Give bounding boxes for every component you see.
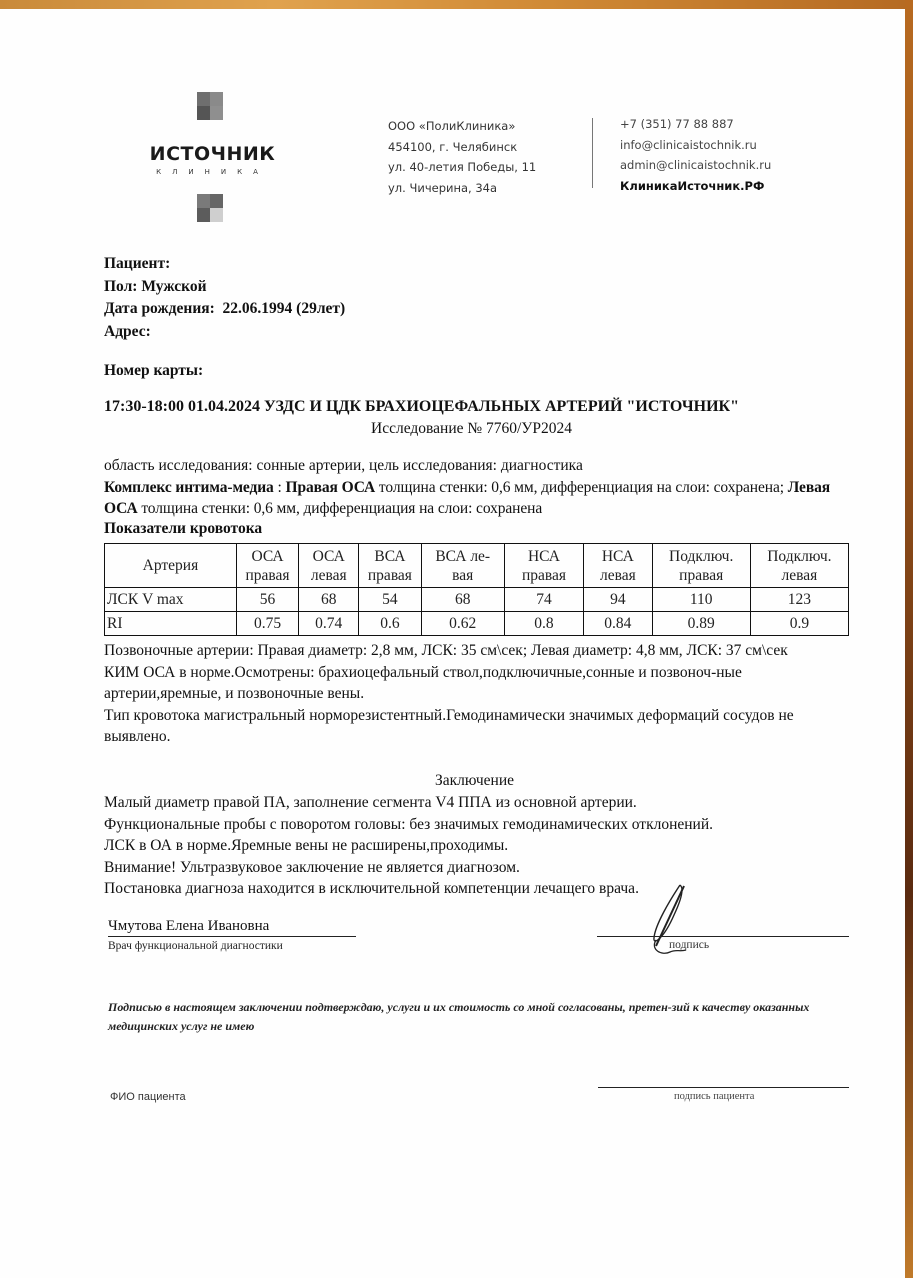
table-header-row — [105, 544, 849, 588]
doctor-role: Врач функциональной диагностики — [108, 940, 283, 952]
study-number: Исследование № 7760/УР2024 — [371, 420, 572, 437]
study-title: 17:30-18:00 01.04.2024 УЗДС И ЦДК БРАХИОЦЕФАЛЬНЫХ АРТЕРИЙ "ИСТОЧНИК" — [104, 398, 740, 415]
photo-edge-top — [0, 0, 913, 9]
logo-subtitle: КЛИНИКА — [156, 168, 269, 176]
header-divider — [592, 118, 593, 188]
study-description — [104, 455, 849, 537]
header-cell: ВСА ле- вая — [421, 544, 504, 588]
doctor-signature-line — [597, 936, 849, 951]
logo-square-icon — [197, 92, 223, 120]
table-cell: 0.74 — [299, 612, 359, 636]
conclusion-text — [104, 792, 849, 900]
vertebral-arteries: Позвоночные артерии: Правая диаметр: 2,8 мм, ЛСК: 35 см\сек; Левая диаметр: 4,8 мм, ЛСК: 37 см\сек — [104, 642, 788, 659]
header-cell: НСА правая — [504, 544, 583, 588]
conclusion-line: ЛСК в ОА в норме.Яремные вены не расширены,проходимы. — [104, 837, 509, 854]
conclusion-line: Малый диаметр правой ПА, заполнение сегмента V4 ППА из основной артерии. — [104, 794, 637, 811]
org-street-1: ул. 40-летия Победы, 11 — [388, 160, 537, 174]
patient-card-label: Номер карты: — [104, 362, 204, 379]
header-cell: Подключ. левая — [750, 544, 848, 588]
conclusion-line: Внимание! Ультразвуковое заключение не является диагнозом. — [104, 858, 520, 876]
contacts-block — [620, 114, 771, 196]
header-cell: ОСА левая — [299, 544, 359, 588]
doctor-block — [108, 918, 356, 952]
handwritten-signature-icon — [640, 880, 710, 960]
study-area: область исследования: сонные артерии, цель исследования: диагностика — [104, 457, 583, 474]
findings — [104, 640, 849, 748]
table-cell: 74 — [504, 588, 583, 612]
patient-signature-line — [598, 1087, 849, 1102]
blood-flow-table — [104, 543, 849, 636]
patient-info — [104, 253, 345, 383]
conclusion-heading: Заключение — [434, 772, 515, 789]
table-cell: 0.9 — [750, 612, 848, 636]
patient-dob: Дата рождения: 22.06.1994 (29лет) — [104, 300, 346, 317]
email-admin: admin@clinicaistochnik.ru — [620, 158, 772, 172]
table-cell: 0.89 — [652, 612, 750, 636]
table-cell: 68 — [421, 588, 504, 612]
conclusion-line: Функциональные пробы с поворотом головы: без значимых гемодинамических отклонений. — [104, 815, 714, 833]
org-city: 454100, г. Челябинск — [388, 139, 518, 154]
doctor-name: Чмутова Елена Ивановна — [108, 918, 356, 937]
table-cell: 56 — [236, 588, 298, 612]
conclusion-line: Постановка диагноза находится в исключительной компетенции лечащего врача. — [104, 880, 639, 897]
table-cell: 54 — [359, 588, 421, 612]
consent-text: Подписью в настоящем заключении подтверждаю, услуги и их стоимость со мной согласованы, претен-зий к качеству оказанных медицинских услуг не имею — [108, 1000, 810, 1033]
table-row — [105, 588, 849, 612]
table-cell: 0.8 — [504, 612, 583, 636]
org-name: ООО «ПолиКлиника» — [388, 119, 516, 133]
header-cell: ОСА правая — [236, 544, 298, 588]
patient-sex: Пол: Мужской — [104, 277, 207, 295]
signature-caption: подпись — [669, 939, 710, 951]
patient-signature-caption: подпись пациента — [674, 1091, 755, 1102]
phone: +7 (351) 77 88 887 — [620, 117, 734, 131]
header-cell: Подключ. правая — [652, 544, 750, 588]
website: КлиникаИсточник.РФ — [620, 178, 765, 193]
table-cell: 68 — [299, 588, 359, 612]
table-cell: 0.62 — [421, 612, 504, 636]
patient-fio-label: ФИО пациента — [110, 1091, 186, 1103]
org-address-block — [388, 116, 536, 198]
table-cell: 0.75 — [236, 612, 298, 636]
logo-square-icon — [197, 194, 223, 222]
header-cell: Артерия — [105, 544, 237, 588]
flow-heading: Показатели кровотока — [104, 519, 263, 537]
header-cell: НСА левая — [584, 544, 653, 588]
table-cell: 0.6 — [359, 612, 421, 636]
table-cell: 94 — [584, 588, 653, 612]
org-street-2: ул. Чичерина, 34а — [388, 180, 498, 195]
patient-name-label: Пациент: — [104, 255, 171, 272]
table-cell: 0.84 — [584, 612, 653, 636]
photo-edge-right — [905, 0, 913, 1278]
patient-address-label: Адрес: — [104, 322, 151, 340]
kim-findings: КИМ ОСА в норме.Осмотрены: брахиоцефальный ствол,подключичные,сонные и позвоноч-ные артерии,яремные, и позвоночные вены. — [104, 663, 742, 702]
logo-name: ИСТОЧНИК — [149, 143, 276, 165]
email-info: info@clinicaistochnik.ru — [620, 137, 757, 152]
table-cell: 110 — [652, 588, 750, 612]
header-cell: ВСА правая — [359, 544, 421, 588]
row-label: ЛСК V max — [105, 588, 237, 612]
flow-type: Тип кровотока магистральный норморезистентный.Гемодинамически значимых деформаций сосудов не выявлено. — [104, 706, 794, 745]
table-cell: 123 — [750, 588, 848, 612]
table-row — [105, 612, 849, 636]
imt-paragraph: Комплекс интима-медиа : Правая ОСА толщина стенки: 0,6 мм, дифференциация на слои: сохранена; Левая ОСА толщина стенки: 0,6 мм, дифференциация на слои: сохранена — [104, 478, 831, 517]
row-label: RI — [105, 612, 237, 636]
